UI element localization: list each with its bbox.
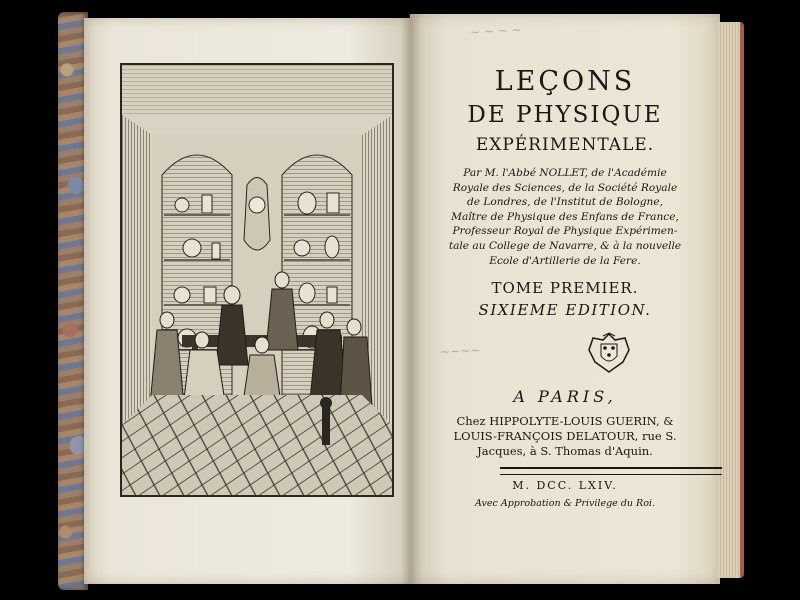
publication-year: M. DCC. LXIV.	[512, 479, 618, 492]
author-line: Ecole d'Artillerie de la Fere.	[489, 254, 641, 267]
frontispiece-engraving	[120, 63, 394, 497]
royal-crest-icon	[585, 332, 633, 374]
title-line-1: LEÇONS	[494, 66, 636, 97]
author-line: Par M. l'Abbé NOLLET, de l'Académie	[463, 167, 667, 179]
publisher-block	[410, 414, 720, 459]
publisher-line: Jacques, à S. Thomas d'Aquin.	[477, 444, 653, 458]
author-line: de Londres, de l'Institut de Bologne,	[466, 196, 664, 209]
edition-label: SIXIEME EDITION.	[478, 301, 652, 319]
author-line: tale au College de Navarre, & à la nouvelle	[448, 239, 682, 252]
double-rule-divider	[500, 467, 722, 475]
title-line-3: EXPÉRIMENTALE.	[475, 135, 655, 155]
page-stack-edge	[718, 22, 744, 578]
engraving-illustration	[122, 65, 392, 495]
author-line: Maître de Physique des Enfans de France,	[451, 210, 679, 223]
title-line-2: DE PHYSIQUE	[467, 102, 663, 128]
publisher-line: Chez HIPPOLYTE-LOUIS GUERIN, &	[456, 414, 674, 428]
royal-privilege: Avec Approbation & Privilege du Roi.	[475, 498, 655, 509]
open-book	[58, 8, 748, 598]
city-label: A PARIS,	[513, 387, 617, 406]
author-credentials	[410, 166, 720, 268]
faded-inscription: ~~~~	[439, 342, 481, 360]
tome-label: TOME PREMIER.	[491, 279, 639, 297]
publisher-line: LOUIS-FRANÇOIS DELATOUR, rue S.	[453, 429, 677, 443]
faded-handwriting: ~ ~ ~ ~	[469, 22, 523, 40]
title-page	[410, 14, 720, 584]
author-line: Professeur Royal de Physique Expérimen-	[452, 225, 678, 238]
author-line: Royale des Sciences, de la Société Royale	[452, 181, 678, 194]
